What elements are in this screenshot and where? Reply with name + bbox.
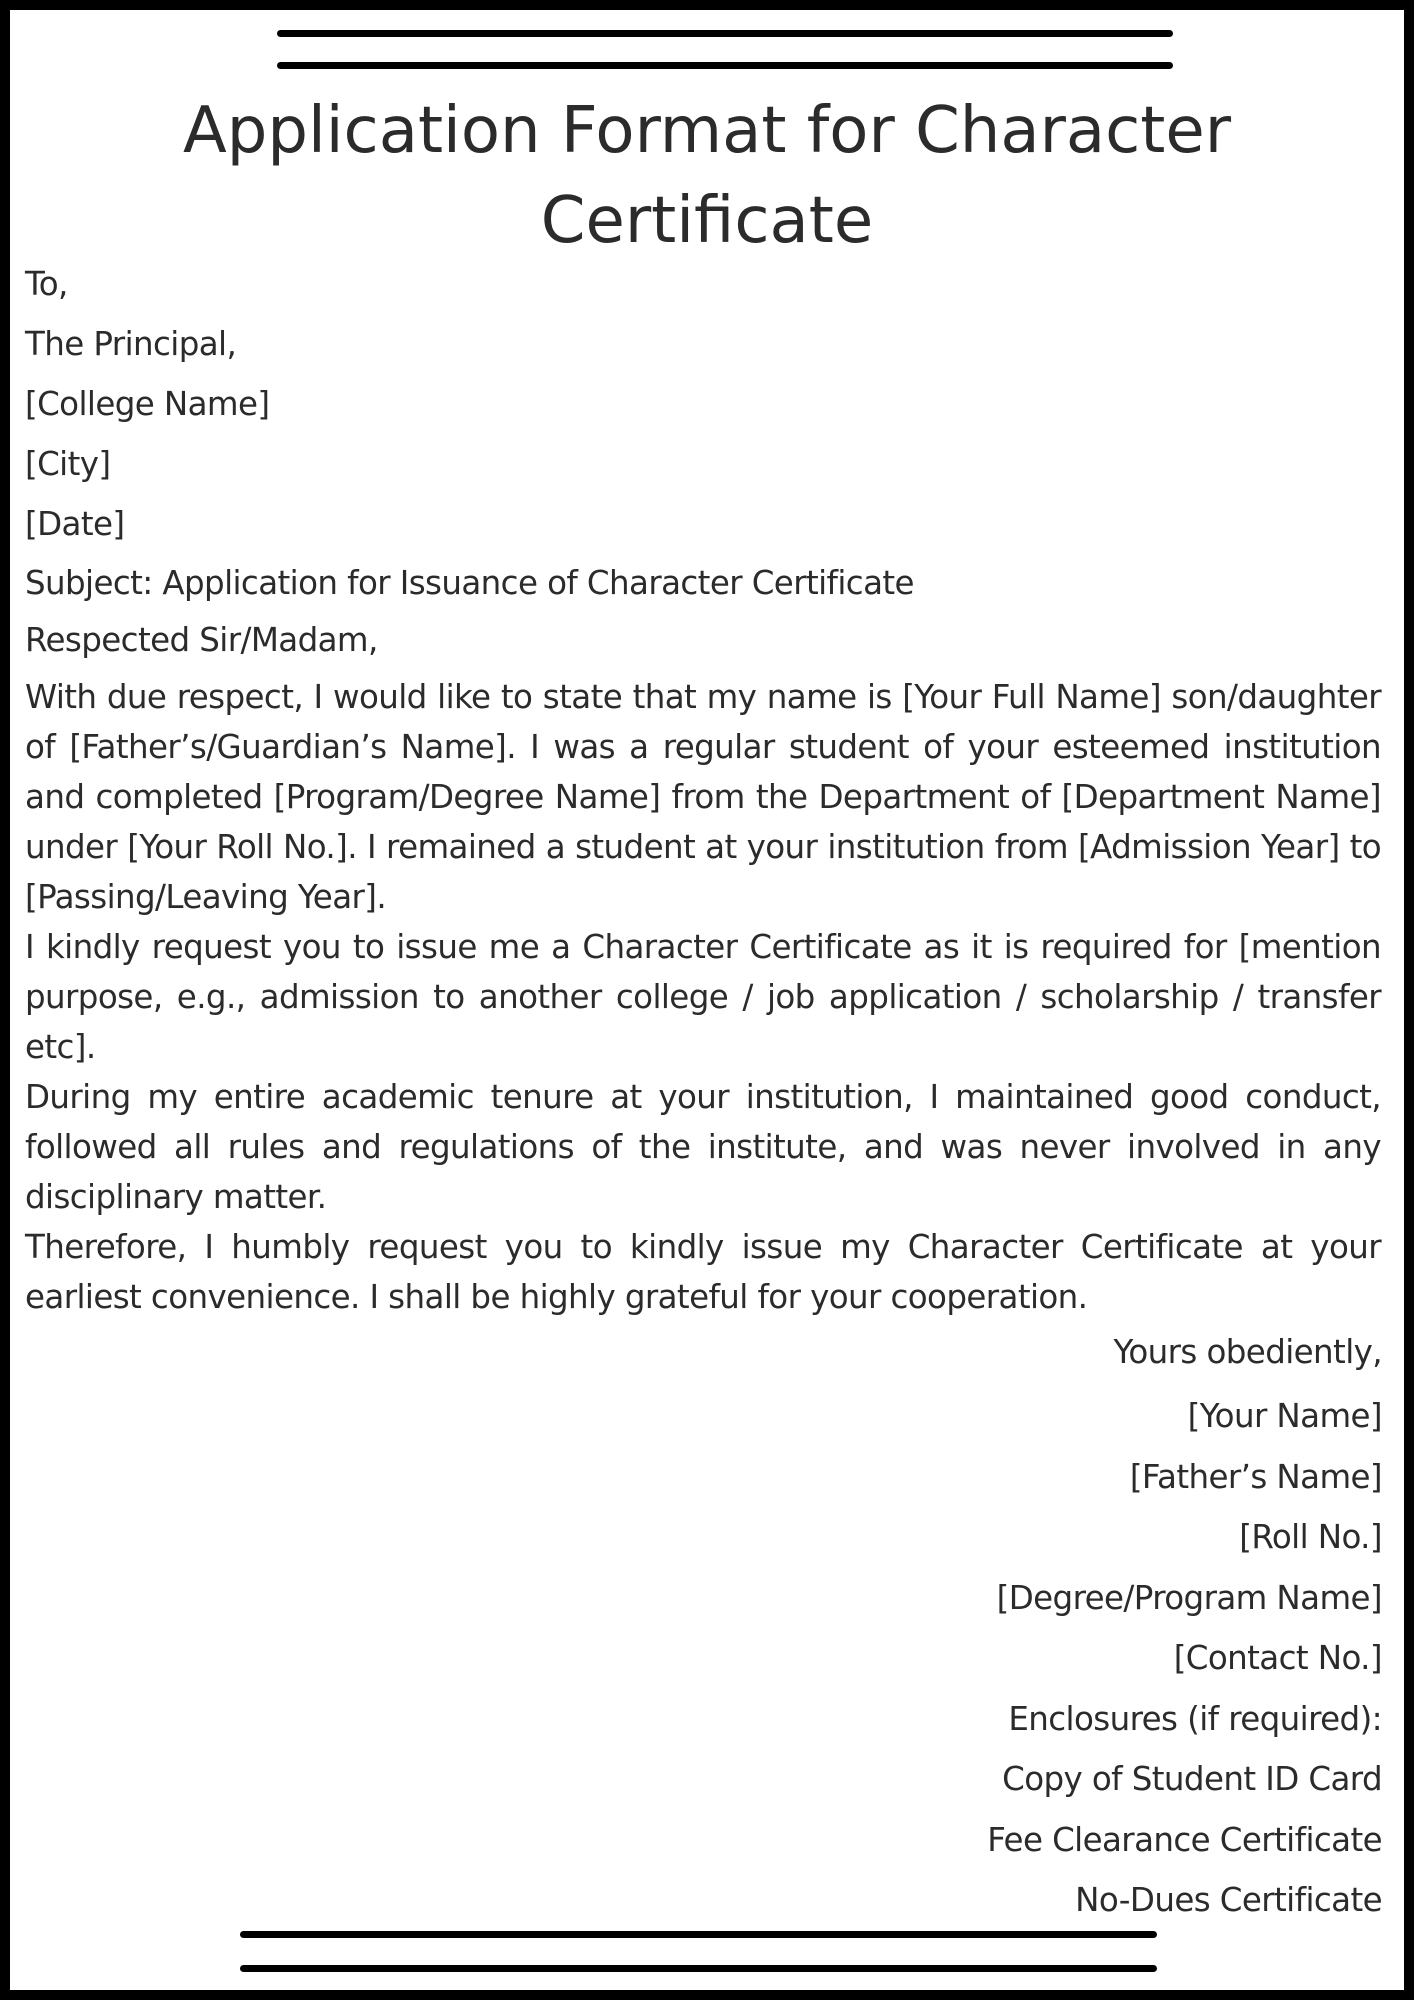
body-paragraph: I kindly request you to issue me a Character Certificate as it is required for [mention purpose, e.g., admission to another college / job application / scholarship / transfer etc]. (25, 928, 1381, 1066)
sender-name: [Your Name] (1187, 1397, 1382, 1435)
sender-program: [Degree/Program Name] (996, 1578, 1382, 1617)
letter-body (25, 254, 1381, 1322)
recipient-designation: The Principal, (25, 325, 237, 363)
sender-father-name: [Father’s Name] (1129, 1457, 1382, 1496)
enclosure-item: Copy of Student ID Card (1002, 1760, 1382, 1798)
enclosure-item: Fee Clearance Certificate (987, 1820, 1382, 1859)
letter-salutation: Respected Sir/Madam, (25, 621, 378, 659)
letter-date: [Date] (25, 505, 125, 543)
enclosures-heading: Enclosures (if required): (1008, 1699, 1382, 1738)
letter-subject: Subject: Application for Issuance of Character Certificate (25, 564, 914, 602)
bottom-divider-line (240, 1965, 1157, 1972)
body-paragraph: During my entire academic tenure at your institution, I maintained good conduct, followed all rules and regulations of the institute, and was never involved in any disciplinary matter. (25, 1078, 1381, 1216)
recipient-city: [City] (25, 445, 111, 483)
recipient-college: [College Name] (25, 385, 270, 423)
enclosure-item: No-Dues Certificate (1075, 1881, 1382, 1919)
bottom-divider-line (240, 1931, 1157, 1938)
sender-contact: [Contact No.] (1173, 1639, 1382, 1677)
body-paragraph: With due respect, I would like to state that my name is [Your Full Name] son/daughter of [Father’s/Guardian’s Name]. I was a regular student of your esteemed institution and completed [Program/Degree Name] from the Department of [Department Name] under [Your Roll No.]. I remained a student at your institution from [Admission Year] to [Passing/Leaving Year]. (25, 678, 1381, 916)
signature-block (582, 1322, 1382, 1931)
sign-off: Yours obediently, (1113, 1333, 1382, 1371)
sender-roll-no: [Roll No.] (1239, 1518, 1382, 1556)
recipient-to: To, (25, 265, 68, 303)
top-divider-line (277, 62, 1173, 69)
top-divider-line (277, 30, 1173, 37)
body-paragraph: Therefore, I humbly request you to kindly issue my Character Certificate at your earliest convenience. I shall be highly grateful for your cooperation. (25, 1228, 1381, 1316)
document-title: Application Format for Character Certificate (182, 94, 1232, 258)
